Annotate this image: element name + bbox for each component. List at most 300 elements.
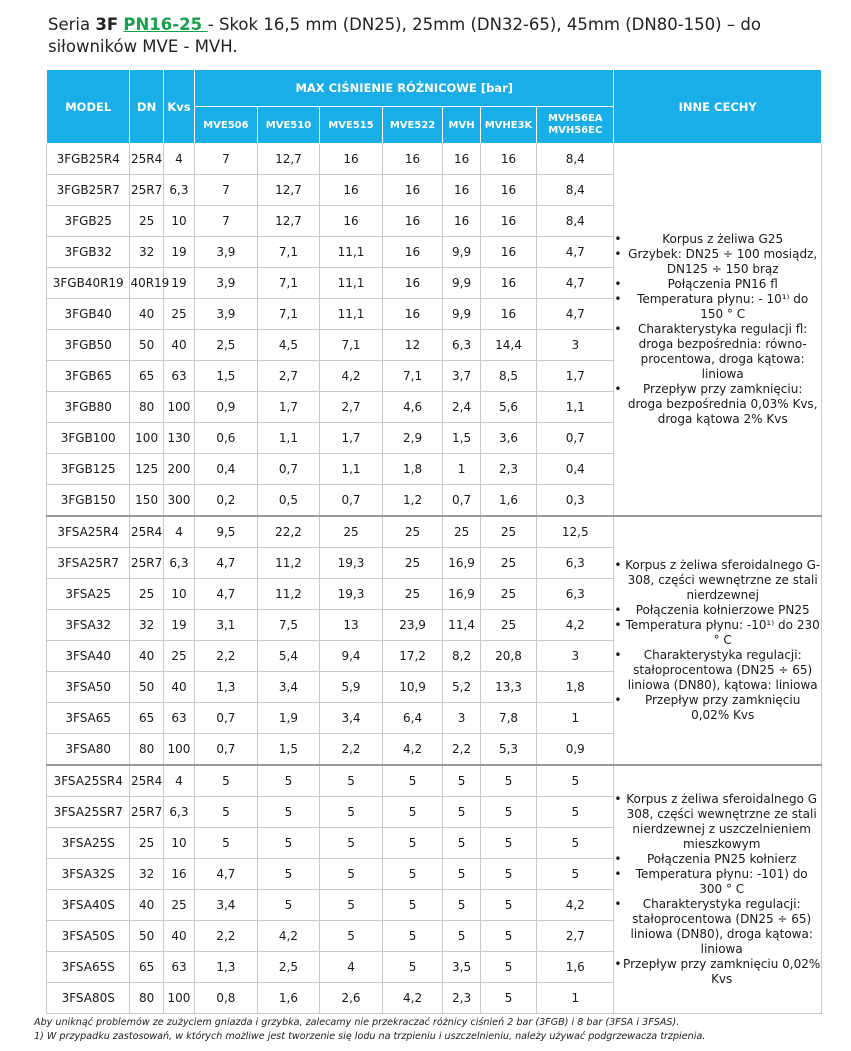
pressure-cell: 25	[480, 579, 536, 610]
dn-cell: 40	[130, 299, 163, 330]
header-max-pressure: MAX CIŚNIENIE RÓŻNICOWE [bar]	[195, 70, 614, 107]
pressure-cell: 8,5	[480, 361, 536, 392]
pressure-cell: 5	[382, 921, 442, 952]
dn-cell: 150	[130, 485, 163, 517]
dn-cell: 65	[130, 361, 163, 392]
title-description: - Skok 16,5 mm (DN25), 25mm (DN32-65), 45mm (DN80-150) – do siłowników MVE - MVH.	[48, 15, 761, 56]
model-cell: 3FSA32	[47, 610, 130, 641]
pressure-cell: 3,4	[320, 703, 383, 734]
pressure-cell: 4,7	[537, 237, 614, 268]
model-cell: 3FSA25	[47, 579, 130, 610]
table-row	[47, 144, 822, 175]
header-col-mvh: MVH	[443, 107, 481, 144]
kvs-cell: 100	[163, 392, 194, 423]
dn-cell: 25R4	[130, 144, 163, 175]
dn-cell: 50	[130, 921, 163, 952]
kvs-cell: 4	[163, 516, 194, 548]
pressure-cell: 5,4	[257, 641, 320, 672]
pressure-cell: 1,5	[257, 734, 320, 766]
pressure-cell: 7,1	[382, 361, 442, 392]
pressure-cell: 5	[320, 828, 383, 859]
pressure-cell: 4	[320, 952, 383, 983]
pressure-cell: 4,7	[537, 299, 614, 330]
dn-cell: 32	[130, 237, 163, 268]
features-cell	[614, 144, 822, 517]
pressure-cell: 1,1	[320, 454, 383, 485]
pressure-cell: 5	[382, 797, 442, 828]
kvs-cell: 4	[163, 765, 194, 797]
pressure-cell: 1,5	[443, 423, 481, 454]
pressure-cell: 19,3	[320, 548, 383, 579]
pressure-cell: 3,1	[195, 610, 258, 641]
kvs-cell: 63	[163, 952, 194, 983]
pressure-cell: 3,4	[257, 672, 320, 703]
pressure-cell: 7,1	[257, 268, 320, 299]
pressure-cell: 5	[537, 828, 614, 859]
pressure-cell: 5	[382, 890, 442, 921]
series-code: 3F	[95, 15, 119, 34]
pressure-cell: 5	[257, 828, 320, 859]
pressure-class-label: PN16-25	[123, 15, 208, 34]
pressure-cell: 1,6	[257, 983, 320, 1014]
pressure-cell: 1,8	[537, 672, 614, 703]
pressure-cell: 5	[382, 828, 442, 859]
feature-item: • Charakterystyka regulacji: stałoprocentowa (DN25 ÷ 65) liniowa (DN80), droga kątowa: liniowa	[614, 897, 821, 957]
pressure-cell: 2,2	[443, 734, 481, 766]
pressure-cell: 4,2	[382, 983, 442, 1014]
pressure-cell: 1	[443, 454, 481, 485]
pressure-cell: 3,9	[195, 237, 258, 268]
kvs-cell: 19	[163, 237, 194, 268]
pressure-cell: 25	[382, 579, 442, 610]
pressure-cell: 0,7	[320, 485, 383, 517]
kvs-cell: 16	[163, 859, 194, 890]
pressure-cell: 3,9	[195, 299, 258, 330]
kvs-cell: 63	[163, 361, 194, 392]
pressure-cell: 5	[480, 890, 536, 921]
feature-item: • Połączenia PN16 fl	[614, 277, 821, 292]
kvs-cell: 25	[163, 299, 194, 330]
feature-item: • Połączenia kołnierzowe PN25	[614, 603, 821, 618]
model-cell: 3FSA80	[47, 734, 130, 766]
pressure-cell: 5	[443, 797, 481, 828]
kvs-cell: 6,3	[163, 548, 194, 579]
kvs-cell: 6,3	[163, 797, 194, 828]
pressure-cell: 5,9	[320, 672, 383, 703]
model-cell: 3FGB25R4	[47, 144, 130, 175]
pressure-cell: 4,2	[382, 734, 442, 766]
model-cell: 3FGB100	[47, 423, 130, 454]
pressure-cell: 3	[537, 641, 614, 672]
pressure-cell: 5	[443, 890, 481, 921]
pressure-cell: 5	[320, 890, 383, 921]
kvs-cell: 100	[163, 983, 194, 1014]
dn-cell: 100	[130, 423, 163, 454]
pressure-cell: 0,9	[195, 392, 258, 423]
pressure-cell: 25	[480, 548, 536, 579]
pressure-cell: 2,2	[195, 921, 258, 952]
pressure-cell: 2,9	[382, 423, 442, 454]
pressure-cell: 16	[382, 237, 442, 268]
feature-item: • Temperatura płynu: -101) do 300 ° C	[614, 867, 821, 897]
pressure-cell: 13	[320, 610, 383, 641]
pressure-cell: 16	[382, 268, 442, 299]
pressure-cell: 5	[257, 797, 320, 828]
pressure-cell: 7,5	[257, 610, 320, 641]
model-cell: 3FSA50S	[47, 921, 130, 952]
pressure-cell: 1,6	[537, 952, 614, 983]
pressure-cell: 0,7	[257, 454, 320, 485]
pressure-cell: 2,7	[320, 392, 383, 423]
feature-item: • Temperatura płynu: -10¹⁾ do 230 ° C	[614, 618, 821, 648]
kvs-cell: 10	[163, 828, 194, 859]
model-cell: 3FSA40S	[47, 890, 130, 921]
kvs-cell: 25	[163, 890, 194, 921]
pressure-cell: 9,9	[443, 237, 481, 268]
pressure-cell: 25	[320, 516, 383, 548]
pressure-cell: 10,9	[382, 672, 442, 703]
dn-cell: 25	[130, 828, 163, 859]
feature-item: • Korpus z żeliwa G25	[614, 232, 821, 247]
valve-spec-table	[46, 69, 822, 1014]
pressure-cell: 11,1	[320, 268, 383, 299]
model-cell: 3FGB40R19	[47, 268, 130, 299]
pressure-cell: 5	[382, 765, 442, 797]
pressure-cell: 1	[537, 983, 614, 1014]
dn-cell: 125	[130, 454, 163, 485]
pressure-cell: 25	[382, 516, 442, 548]
dn-cell: 50	[130, 672, 163, 703]
pressure-cell: 3	[537, 330, 614, 361]
pressure-cell: 20,8	[480, 641, 536, 672]
header-col-mvh56: MVH56EA MVH56EC	[537, 107, 614, 144]
header-dn: DN	[130, 70, 163, 144]
pressure-cell: 22,2	[257, 516, 320, 548]
pressure-cell: 7,1	[257, 299, 320, 330]
model-cell: 3FSA25SR4	[47, 765, 130, 797]
pressure-cell: 5	[443, 921, 481, 952]
pressure-cell: 4,2	[537, 890, 614, 921]
pressure-cell: 1,1	[257, 423, 320, 454]
header-col-mvhe3k: MVHE3K	[480, 107, 536, 144]
pressure-cell: 17,2	[382, 641, 442, 672]
header-features: INNE CECHY	[614, 70, 822, 144]
dn-cell: 80	[130, 734, 163, 766]
dn-cell: 80	[130, 983, 163, 1014]
model-cell: 3FGB50	[47, 330, 130, 361]
pressure-cell: 14,4	[480, 330, 536, 361]
pressure-cell: 7,1	[320, 330, 383, 361]
pressure-cell: 1,1	[537, 392, 614, 423]
pressure-cell: 7	[195, 175, 258, 206]
model-cell: 3FSA25R7	[47, 548, 130, 579]
pressure-cell: 13,3	[480, 672, 536, 703]
pressure-cell: 4,2	[320, 361, 383, 392]
pressure-cell: 5	[480, 983, 536, 1014]
kvs-cell: 19	[163, 268, 194, 299]
pressure-cell: 7	[195, 206, 258, 237]
pressure-cell: 16,9	[443, 548, 481, 579]
pressure-cell: 3,5	[443, 952, 481, 983]
pressure-cell: 2,4	[443, 392, 481, 423]
pressure-cell: 1,7	[257, 392, 320, 423]
page-title	[48, 14, 838, 58]
kvs-cell: 100	[163, 734, 194, 766]
pressure-cell: 5,2	[443, 672, 481, 703]
kvs-cell: 10	[163, 579, 194, 610]
pressure-cell: 25	[382, 548, 442, 579]
pressure-cell: 25	[480, 516, 536, 548]
pressure-cell: 5	[320, 921, 383, 952]
kvs-cell: 19	[163, 610, 194, 641]
pressure-cell: 16	[320, 175, 383, 206]
kvs-cell: 40	[163, 330, 194, 361]
pressure-cell: 6,3	[537, 579, 614, 610]
features-cell	[614, 765, 822, 1014]
pressure-cell: 5	[320, 765, 383, 797]
pressure-cell: 5	[443, 859, 481, 890]
model-cell: 3FGB25	[47, 206, 130, 237]
pressure-cell: 6,4	[382, 703, 442, 734]
pressure-cell: 1,7	[320, 423, 383, 454]
pressure-cell: 0,2	[195, 485, 258, 517]
header-col-mve506: MVE506	[195, 107, 258, 144]
pressure-cell: 4,2	[537, 610, 614, 641]
kvs-cell: 300	[163, 485, 194, 517]
pressure-cell: 16	[480, 237, 536, 268]
pressure-cell: 12,7	[257, 206, 320, 237]
pressure-cell: 8,4	[537, 206, 614, 237]
kvs-cell: 10	[163, 206, 194, 237]
pressure-cell: 16	[443, 144, 481, 175]
pressure-cell: 9,5	[195, 516, 258, 548]
pressure-cell: 11,2	[257, 579, 320, 610]
pressure-cell: 16	[320, 144, 383, 175]
kvs-cell: 130	[163, 423, 194, 454]
pressure-cell: 16	[480, 206, 536, 237]
pressure-cell: 25	[480, 610, 536, 641]
pressure-cell: 11,4	[443, 610, 481, 641]
dn-cell: 32	[130, 859, 163, 890]
pressure-cell: 1,3	[195, 672, 258, 703]
model-cell: 3FSA40	[47, 641, 130, 672]
pressure-cell: 12,7	[257, 144, 320, 175]
pressure-cell: 16	[480, 144, 536, 175]
model-cell: 3FSA25R4	[47, 516, 130, 548]
pressure-cell: 16	[443, 175, 481, 206]
header-col-mve515: MVE515	[320, 107, 383, 144]
dn-cell: 40	[130, 641, 163, 672]
pressure-cell: 5	[443, 828, 481, 859]
pressure-cell: 1,6	[480, 485, 536, 517]
pressure-cell: 5	[537, 859, 614, 890]
pressure-cell: 1	[537, 703, 614, 734]
pressure-cell: 16	[382, 206, 442, 237]
kvs-cell: 200	[163, 454, 194, 485]
pressure-cell: 0,4	[195, 454, 258, 485]
pressure-cell: 4,7	[537, 268, 614, 299]
model-cell: 3FGB65	[47, 361, 130, 392]
model-cell: 3FGB125	[47, 454, 130, 485]
header-col-mve522: MVE522	[382, 107, 442, 144]
pressure-cell: 5	[480, 921, 536, 952]
dn-cell: 25R7	[130, 548, 163, 579]
feature-item: • Przepływ przy zamknięciu 0,02% Kvs	[614, 693, 821, 723]
pressure-cell: 5,3	[480, 734, 536, 766]
feature-item: • Połączenia PN25 kołnierz	[614, 852, 821, 867]
kvs-cell: 63	[163, 703, 194, 734]
dn-cell: 50	[130, 330, 163, 361]
pressure-cell: 5	[537, 765, 614, 797]
model-cell: 3FSA32S	[47, 859, 130, 890]
features-list	[614, 232, 821, 427]
pressure-cell: 16	[480, 175, 536, 206]
model-cell: 3FSA25SR7	[47, 797, 130, 828]
pressure-cell: 5	[480, 859, 536, 890]
pressure-cell: 0,4	[537, 454, 614, 485]
pressure-cell: 11,1	[320, 299, 383, 330]
pressure-cell: 3,6	[480, 423, 536, 454]
feature-item: • Charakterystyka regulacji fl: droga bezpośrednia: równo-procentowa, droga kątowa: liniowa	[614, 322, 821, 382]
pressure-cell: 7	[195, 144, 258, 175]
kvs-cell: 4	[163, 144, 194, 175]
model-cell: 3FSA50	[47, 672, 130, 703]
pressure-cell: 5	[480, 797, 536, 828]
model-cell: 3FSA25S	[47, 828, 130, 859]
pressure-cell: 5	[257, 890, 320, 921]
pressure-cell: 8,2	[443, 641, 481, 672]
feature-item: • Przepływ przy zamknięciu: droga bezpośrednia 0,03% Kvs, droga kątowa 2% Kvs	[614, 382, 821, 427]
pressure-cell: 16	[382, 299, 442, 330]
pressure-cell: 0,6	[195, 423, 258, 454]
pressure-cell: 0,7	[443, 485, 481, 517]
pressure-cell: 0,7	[537, 423, 614, 454]
pressure-cell: 5	[480, 765, 536, 797]
feature-item: • Korpus z żeliwa sferoidalnego G-308, części wewnętrzne ze stali nierdzewnej	[614, 558, 821, 603]
footnote-wear: Aby uniknąć problemów ze zużyciem gniazda i grzybka, zalecamy nie przekraczać różnicy ciśnień 2 bar (3FGB) i 8 bar (3FSA i 3FSAS).	[34, 1017, 680, 1028]
model-cell: 3FGB150	[47, 485, 130, 517]
pressure-cell: 12,5	[537, 516, 614, 548]
pressure-cell: 2,3	[443, 983, 481, 1014]
pressure-cell: 2,7	[257, 361, 320, 392]
kvs-cell: 40	[163, 921, 194, 952]
pressure-cell: 0,9	[537, 734, 614, 766]
pressure-cell: 0,3	[537, 485, 614, 517]
pressure-cell: 1,3	[195, 952, 258, 983]
features-list	[614, 558, 821, 723]
pressure-cell: 5	[382, 952, 442, 983]
dn-cell: 65	[130, 703, 163, 734]
pressure-cell: 16,9	[443, 579, 481, 610]
dn-cell: 25R4	[130, 516, 163, 548]
model-cell: 3FSA80S	[47, 983, 130, 1014]
pressure-cell: 12,7	[257, 175, 320, 206]
pressure-cell: 9,9	[443, 268, 481, 299]
pressure-cell: 0,5	[257, 485, 320, 517]
pressure-cell: 3	[443, 703, 481, 734]
dn-cell: 25R7	[130, 175, 163, 206]
pressure-cell: 3,7	[443, 361, 481, 392]
model-cell: 3FSA65S	[47, 952, 130, 983]
kvs-cell: 6,3	[163, 175, 194, 206]
pressure-cell: 5	[320, 797, 383, 828]
pressure-cell: 5,6	[480, 392, 536, 423]
feature-item: • Temperatura płynu: - 10¹⁾ do 150 ° C	[614, 292, 821, 322]
pressure-cell: 11,2	[257, 548, 320, 579]
pressure-cell: 5	[382, 859, 442, 890]
model-cell: 3FGB80	[47, 392, 130, 423]
features-list	[614, 792, 821, 987]
dn-cell: 25	[130, 206, 163, 237]
pressure-cell: 1,9	[257, 703, 320, 734]
pressure-cell: 1,2	[382, 485, 442, 517]
pressure-cell: 2,2	[195, 641, 258, 672]
pressure-cell: 6,3	[537, 548, 614, 579]
pressure-cell: 5	[257, 765, 320, 797]
kvs-cell: 40	[163, 672, 194, 703]
pressure-cell: 4,5	[257, 330, 320, 361]
header-model: MODEL	[47, 70, 130, 144]
dn-cell: 25	[130, 579, 163, 610]
pressure-cell: 23,9	[382, 610, 442, 641]
pressure-cell: 2,5	[257, 952, 320, 983]
model-cell: 3FGB32	[47, 237, 130, 268]
pressure-cell: 7,8	[480, 703, 536, 734]
pressure-cell: 3,9	[195, 268, 258, 299]
pressure-cell: 16	[382, 175, 442, 206]
pressure-cell: 3,4	[195, 890, 258, 921]
pressure-cell: 5	[257, 859, 320, 890]
kvs-cell: 25	[163, 641, 194, 672]
pressure-cell: 16	[320, 206, 383, 237]
title-prefix: Seria	[48, 15, 96, 34]
pressure-cell: 5	[195, 828, 258, 859]
pressure-cell: 16	[443, 206, 481, 237]
dn-cell: 65	[130, 952, 163, 983]
dn-cell: 40R19	[130, 268, 163, 299]
pressure-cell: 4,2	[257, 921, 320, 952]
pressure-cell: 2,3	[480, 454, 536, 485]
footnote-ice: 1) W przypadku zastosowań, w których możliwe jest tworzenie się lodu na trzpieniu i uszczelnieniu, należy używać podgrzewacza trzpienia.	[34, 1031, 706, 1042]
model-cell: 3FSA65	[47, 703, 130, 734]
feature-item: • Przepływ przy zamknięciu 0,02% Kvs	[614, 957, 821, 987]
pressure-cell: 16	[480, 268, 536, 299]
pressure-cell: 2,6	[320, 983, 383, 1014]
features-cell	[614, 516, 822, 765]
pressure-cell: 5	[537, 797, 614, 828]
model-cell: 3FGB40	[47, 299, 130, 330]
dn-cell: 32	[130, 610, 163, 641]
dn-cell: 40	[130, 890, 163, 921]
feature-item: • Charakterystyka regulacji: stałoprocentowa (DN25 ÷ 65) liniowa (DN80), kątowa: liniowa	[614, 648, 821, 693]
pressure-cell: 5	[443, 765, 481, 797]
pressure-cell: 7,1	[257, 237, 320, 268]
pressure-cell: 25	[443, 516, 481, 548]
pressure-cell: 0,8	[195, 983, 258, 1014]
pressure-cell: 2,5	[195, 330, 258, 361]
pressure-cell: 11,1	[320, 237, 383, 268]
pressure-cell: 1,7	[537, 361, 614, 392]
pressure-cell: 5	[480, 828, 536, 859]
pressure-cell: 4,6	[382, 392, 442, 423]
feature-item: • Grzybek: DN25 ÷ 100 mosiądz, DN125 ÷ 150 brąz	[614, 247, 821, 277]
pressure-cell: 8,4	[537, 144, 614, 175]
pressure-cell: 4,7	[195, 859, 258, 890]
pressure-cell: 0,7	[195, 734, 258, 766]
pressure-cell: 2,2	[320, 734, 383, 766]
pressure-cell: 19,3	[320, 579, 383, 610]
pressure-cell: 16	[382, 144, 442, 175]
